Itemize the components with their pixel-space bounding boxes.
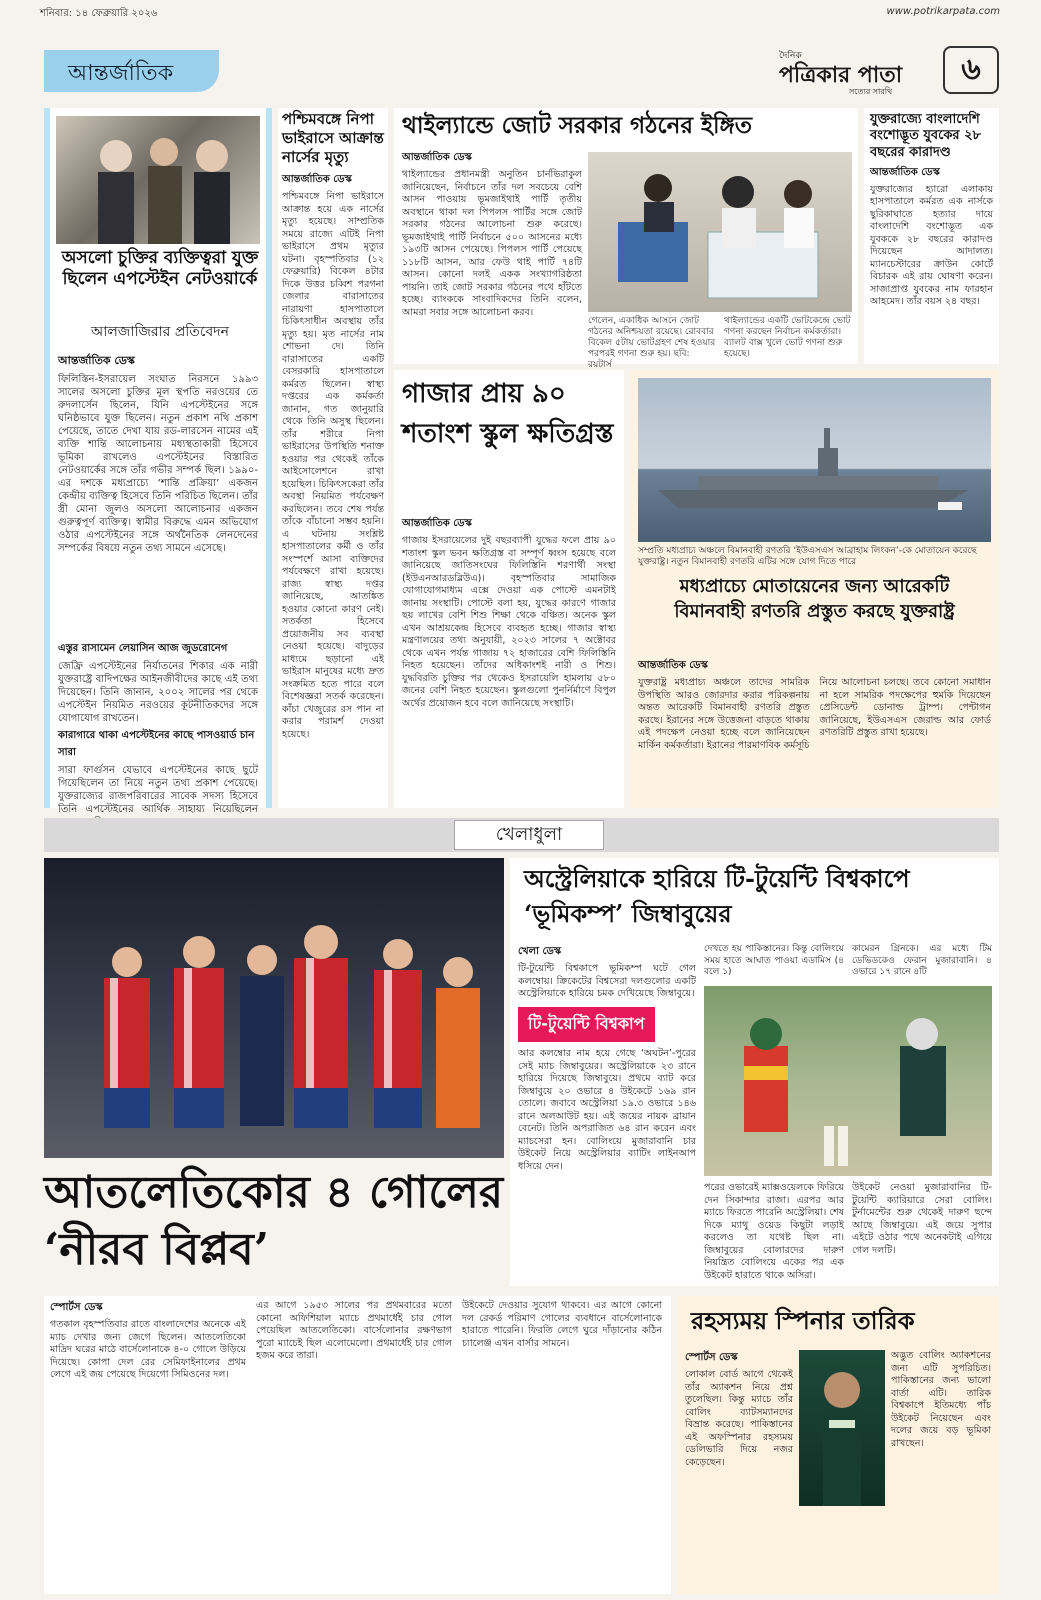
cricket-body: আর কলম্বোর নাম হয়ে গেছে ‘অঘটন’-পুরের সেই ম্যাচ জিম্বাবুয়ের। অস্ট্রেলিয়াকে ২৩ রানে হারিয়ে দিয়েছে জিম্বাবুয়ে। প্রথমে ব্যাট করে জিম্বাবুয়ে ২০ ওভারে ৪ উইকেটে ১৬৯ রান তোলে। জবাবে অস্ট্রেলিয়া ১৯.৩ ওভারে ১৪৬ রানে অলআউট হয়। এই জয়ের নায়ক ব্রায়ান বেনেট। তিনি অপরাজিত ৬৪ রান করেন এবং ম্যাচসেরা হন। বোলিংয়ে মুজারাবানি চার উইকেট নিয়ে অস্ট্রেলিয়ার ব্যাটিং লাইনআপ ধসিয়ে দেন। bbox=[518, 1048, 696, 1172]
nipah-byline: আন্তর্জাতিক ডেস্ক bbox=[282, 174, 352, 186]
thailand-caption-right: থাইল্যান্ডের একটি ভোটকেন্দ্রে ভোট গণনা করছেন নির্বাচন কর্মকর্তারা। ব্যালট বাক্স খুলে ভোট গণনা শুরু হয়েছে। bbox=[724, 316, 851, 359]
football-col-1 bbox=[50, 1300, 246, 1591]
cricket-intro: টি-টুয়েন্টি বিশ্বকাপে ভূমিকম্প ঘটে গেল কলম্বোয়। ক্রিকেটের বিশ্বসেরা দলগুলোর একটি অস্ট্রেলিয়াকে হারিয়ে চমক দেখিয়েছে জিম্বাবুয়ে। bbox=[518, 963, 696, 999]
carrier-caption: সম্প্রতি মধ্যপ্রাচ্য অঞ্চলে বিমানবাহী রণতরি ‘ইউএসএস আব্রাহাম লিংকন’-কে মোতায়েন করেছে যুক্তরাষ্ট্র। নতুন বিমানবাহী রণতরি এটির সঙ্গে যোগ দিতে পারে bbox=[638, 546, 977, 567]
brand-slogan: সত্যের সারথি bbox=[849, 87, 893, 96]
carrier-body: যুক্তরাষ্ট্র মধ্যপ্রাচ্য অঞ্চলে তাদের সামরিক উপস্থিতি আরও জোরদার করার পরিকল্পনায় অন্তত আরেকটি বিমানবাহী রণতরি প্রস্তুত করছে। ইরানের সঙ্গে উত্তেজনা বাড়তে থাকায় এই পদক্ষেপ নেওয়া হচ্ছে বলে জানিয়েছেন মার্কিন কর্মকর্তারা। ইরানের পারমাণবিক কর্মসূচি নিয়ে আলোচনা চলছে। তবে কোনো সমাধান না হলে সামরিক পদক্ষেপের হুমকি দিয়েছেন প্রেসিডেন্ট ডোনাল্ড ট্রাম্প। পেন্টাগন জানিয়েছে, ইউএসএস জেরাল্ড আর ফোর্ড রণতরিটি প্রস্তুত রাখা হয়েছে। bbox=[638, 677, 991, 751]
cricket-headline: অস্ট্রেলিয়াকে হারিয়ে টি-টুয়েন্টি বিশ্বকাপে ‘ভূমিকম্প’ জিম্বাবুয়ের bbox=[524, 864, 910, 928]
uk-headline: যুক্তরাজ্যে বাংলাদেশি বংশোদ্ভূত যুবকের ২৮ বছরের কারাদণ্ড bbox=[870, 112, 981, 160]
ballot-count-photo-icon bbox=[588, 152, 852, 312]
uk-sentence-article bbox=[864, 108, 999, 364]
tariq-article bbox=[677, 1296, 999, 1594]
football-body bbox=[44, 1296, 671, 1594]
carrier-text bbox=[638, 658, 991, 807]
page-header bbox=[44, 46, 999, 104]
cricket-top-text: দেখতে হয় পাকিস্তানের। কিন্তু বোলিংয়ে সময় হাতে আঘাত পাওয়া এডামিস (৪ বলে ১) bbox=[704, 944, 844, 977]
tariq-byline: স্পোর্টস ডেস্ক bbox=[685, 1352, 738, 1363]
players-celebrating-photo-icon bbox=[44, 858, 504, 1158]
tariq-headline: রহস্যময় স্পিনার তারিক bbox=[691, 1306, 915, 1335]
sports-band bbox=[44, 818, 999, 852]
oslo-body-2: জেফ্রি এপস্টেইনের নির্যাতনের শিকার এক নারী যুক্তরাষ্ট্রে বাদিপক্ষের আইনজীবীদের কাছে এই তথ্য দিয়েছেন। তিনি জানান, ২০০২ সালের পর থেকে এপস্টেইন নিয়মিত নরওয়ের কূটনীতিকদের সঙ্গে যোগাযোগ রাখতেন। bbox=[58, 661, 258, 724]
gaza-byline: আন্তর্জাতিক ডেস্ক bbox=[402, 518, 472, 529]
tariq-photo bbox=[799, 1350, 885, 1506]
oslo-subheadline: আলজাজিরার প্রতিবেদন bbox=[91, 324, 229, 340]
nipah-headline: পশ্চিমবঙ্গে নিপা ভাইরাসে আক্রান্ত নার্সের মৃত্যু bbox=[282, 110, 384, 166]
thailand-article bbox=[394, 108, 858, 370]
football-text-2: এর আগে ১৯৫৩ সালের পর প্রথমবারের মতো কোনো অফিশিয়াল ম্যাচে প্রথমার্ধেই চার গোল পেয়েছিল আতলেতিকো। বার্সেলোনার রক্ষণভাগ পুরো ম্যাচেই ছিল এলোমেলো। প্রথমার্ধেই চার গোল হজম করে তারা। bbox=[256, 1300, 452, 1361]
top-strip bbox=[40, 6, 1000, 20]
thailand-text bbox=[402, 150, 582, 319]
cricket-text-2: পরের ওভারেই ম্যাক্সওয়েলকে ফিরিয়ে দেন সিকান্দার রাজা। এরপর আর ম্যাচে ফিরতে পারেনি অস্ট্রেলিয়া। শেষ দিকে ম্যাথু ওয়েড কিছুটা লড়াই করলেও তা যথেষ্ট ছিল না। জিম্বাবুয়ের বোলারদের দারুণ নিয়ন্ত্রিত বোলিংয়ে একের পর এক উইকেট হারাতে থাকে অসিরা। bbox=[704, 1182, 844, 1281]
site-url[interactable]: www.potrikarpata.com bbox=[886, 6, 1000, 17]
oslo-subhead: এস্তুর রাসামেন লেয়াসিন আজ জুডরোনেগ bbox=[58, 643, 228, 654]
nipah-body: পশ্চিমবঙ্গে নিপা ভাইরাসে আক্রান্ত হয়ে এক নার্সের মৃত্যু হয়েছে। সাম্প্রতিক সময়ে রাজ্যে এটিই নিপা ভাইরাসে প্রথম মৃত্যুর ঘটনা। বৃহস্পতিবার (১২ ফেব্রুয়ারি) বিকেল ৪টার দিকে উত্তর চব্বিশ পরগনা জেলার বারাসাতের নারায়ণা হাসপাতালে চিকিৎসাধীন অবস্থায় তাঁর মৃত্যু হয়। মৃত নার্সের নাম শোভনা দে। তিনি বারাসাতের একটি বেসরকারি হাসপাতালে কর্মরত ছিলেন। স্বাস্থ্য দপ্তরের এক কর্মকর্তা জানান, গত জানুয়ারি থেকে তিনি অসুস্থ ছিলেন। তাঁর শরীরে নিপা ভাইরাসের উপস্থিতি শনাক্ত হওয়ার পর থেকেই তাঁকে আইসোলেশনে রাখা হয়েছিল। চিকিৎসকেরা তাঁর অবস্থা নিয়মিত পর্যবেক্ষণ করছিলেন। তবে শেষ পর্যন্ত তাঁকে বাঁচানো সম্ভব হয়নি। এ ঘটনায় সংশ্লিষ্ট হাসপাতালের কর্মী ও তাঁর সংস্পর্শে আসা ব্যক্তিদের পর্যবেক্ষণে রাখা হয়েছে। রাজ্য স্বাস্থ্য দপ্তর জানিয়েছে, আতঙ্কিত হওয়ার কোনো কারণ নেই। সতর্কতা হিসেবে প্রয়োজনীয় সব ব্যবস্থা নেওয়া হয়েছে। বাদুড়ের মাধ্যমে ছড়ানো এই ভাইরাস মানুষের মধ্যে দ্রুত সংক্রমিত হতে পারে বলে বিশেষজ্ঞরা সতর্ক করেছেন। কাঁচা খেজুরের রস পান না করার পরামর্শ দেওয়া হয়েছে। bbox=[282, 191, 384, 740]
gaza-body: গাজায় ইসরায়েলের দুই বছরব্যাপী যুদ্ধের ফলে প্রায় ৯০ শতাংশ স্কুল ভবন ক্ষতিগ্রস্ত বা সম্পূর্ণ ধ্বংস হয়েছে বলে জানিয়েছে জাতিসংঘের ফিলিস্তিনি শরণার্থী সংস্থা (ইউএনআরডব্লিউএ)। বৃহস্পতিবার সামাজিক যোগাযোগমাধ্যম এক্সে দেওয়া এক পোস্টে এমনটাই জানায় সংস্থাটি। পোস্টে বলা হয়, যুদ্ধের কারণে গাজার ছয় লাখের বেশি শিশু শিক্ষা থেকে বঞ্চিত। অনেক স্কুল এখন আশ্রয়কেন্দ্র হিসেবে ব্যবহৃত হচ্ছে। গাজার স্বাস্থ্য মন্ত্রণালয়ের তথ্য অনুযায়ী, ২০২৩ সালের ৭ অক্টোবর থেকে এখন পর্যন্ত গাজায় ৭২ হাজারের বেশি ফিলিস্তিনি নিহত হয়েছেন। তাঁদের অধিকাংশই নারী ও শিশু। যুদ্ধবিরতি চুক্তির পর থেকেও ইসরায়েলি হামলায় ৫৮০ জনের বেশি নিহত হয়েছেন। স্কুলগুলো পুনর্নির্মাণে বিপুল অর্থের প্রয়োজন হবে বলে জানিয়েছে সংস্থাটি। bbox=[402, 535, 616, 709]
handshake-photo-icon bbox=[56, 116, 260, 244]
spinner-portrait-photo-icon bbox=[799, 1350, 885, 1506]
cricket-byline: খেলা ডেস্ক bbox=[518, 946, 562, 957]
football-text-3: উইকেটে দেওয়ার সুযোগ থাকবে। এর আগে কোনো দল রেকর্ড পরিমাণ গোলের ব্যবধানে বার্সেলোনাকে হারাতে পারেনি। ফিরতি লেগে ঘুরে দাঁড়ানোর কঠিন চ্যালেঞ্জ এখন বার্সার সামনে। bbox=[462, 1300, 662, 1349]
nipah-article bbox=[278, 108, 388, 808]
page-number: ৬ bbox=[943, 46, 999, 94]
tariq-text-2: অদ্ভুত বোলিং অ্যাকশনের জন্য এটি সুপরিচিত। পাকিস্তানের জন্য ভালো বার্তা এটি। তারিক বিশ্বকাপে ইতিমধ্যে পাঁচ উইকেট নিয়েছেন এবং দলের জয়ে বড় ভূমিকা রাখছেন। bbox=[891, 1350, 991, 1449]
thailand-body: থাইল্যান্ডের প্রধানমন্ত্রী অনুতিন চার্নভিরাকুল জানিয়েছেন, নির্বাচনে তাঁর দল সবচেয়ে বেশি আসন পাওয়ায় ভূমজাইথাই পার্টি তৃতীয় অবস্থানে থাকা দল পিপলস পার্টির সঙ্গে জোট সরকার গঠনের আলোচনা শুরু করেছে। ভূমজাইথাই পার্টি নির্বাচনে ৫০০ আসনের মধ্যে ১৯৩টি আসন পেয়েছে। পিপলস পার্টি পেয়েছে ১১৮টি আসন, আর ফেউ থাই পার্টি ৭৪টি আসন। কোনো দলই একক সংখ্যাগরিষ্ঠতা পায়নি। তাই জোট সরকার গঠনের পথে হাঁটতে হচ্ছে। ব্যাংককে সাংবাদিকদের তিনি বলেন, আমরা সবার সঙ্গে আলোচনা করব। bbox=[402, 169, 582, 318]
carrier-photo bbox=[638, 378, 991, 542]
issue-date: শনিবার: ১৪ ফেব্রুয়ারি ২০২৬ bbox=[40, 8, 158, 19]
oslo-text bbox=[58, 352, 258, 830]
oslo-photo bbox=[56, 116, 260, 244]
cricket-col-1 bbox=[518, 944, 696, 1308]
cricket-photo bbox=[704, 986, 992, 1176]
football-photo bbox=[44, 858, 504, 1158]
football-byline: স্পোর্টস ডেস্ক bbox=[50, 1302, 103, 1313]
tariq-col-1 bbox=[685, 1350, 793, 1591]
football-headline: আতলেতিকোর ৪ গোলের ‘নীরব বিপ্লব’ bbox=[44, 1167, 504, 1276]
section-tab[interactable]: আন্তর্জাতিক bbox=[44, 50, 219, 92]
tariq-body: লোকাল বোর্ড আগে থেকেই তাঁর অ্যাকশন নিয়ে প্রশ্ন তুলেছিল। কিন্তু ম্যাচে তাঁর বোলিং ব্যাটসম্যানদের বিভ্রান্ত করেছে। পাকিস্তানের এই অফস্পিনার রহস্যময় ডেলিভারি দিয়ে নজর কেড়েছেন। bbox=[685, 1369, 793, 1468]
brand-sub: দৈনিক bbox=[779, 51, 802, 61]
aircraft-carrier-photo-icon bbox=[638, 378, 991, 542]
football-text-1: গতকাল বৃহস্পতিবার রাতে বাংলাদেশের অনেকে এই ম্যাচ দেখার জন্য জেগে ছিলেন। আতলেতিকো মাদ্রিদ ঘরের মাঠে বার্সেলোনাকে ৪-০ গোলে উড়িয়ে দিয়েছে। কোপা দেল রের সেমিফাইনালের প্রথম লেগে এই জয় পেয়েছে দিয়েগো সিমিওনের দল। bbox=[50, 1319, 246, 1380]
sports-section-label[interactable]: খেলাধুলা bbox=[454, 820, 604, 850]
gaza-article bbox=[394, 370, 624, 808]
oslo-byline: আন্তর্জাতিক ডেস্ক bbox=[58, 354, 135, 367]
oslo-body-3: সারা ফার্গুসন যেভাবে এপস্টেইনের কাছে ছুটে গিয়েছিলেন তা নিয়ে নতুন তথ্য প্রকাশ পেয়েছে। যুক্তরাজ্যের রাজপরিবারের সাবেক সদস্য হিসেবে তিনি এপস্টেইনের আর্থিক সাহায্য নিয়েছিলেন bbox=[58, 765, 258, 815]
batsman-keeper-photo-icon bbox=[704, 986, 992, 1176]
brand-logo bbox=[779, 51, 939, 96]
thailand-photo bbox=[588, 152, 852, 312]
gaza-headline: গাজার প্রায় ৯০ শতাংশ স্কুল ক্ষতিগ্রস্ত bbox=[402, 379, 614, 450]
cricket-article bbox=[510, 858, 999, 1286]
carrier-article bbox=[630, 370, 999, 808]
oslo-body: ফিলিস্তিন-ইসরায়েল সংঘাত নিরসনে ১৯৯৩ সালের অসলো চুক্তির মূল স্থপতি নরওয়ের তে রুদলার্সেন ছিলেন, যিনি এপস্টেইনের সঙ্গে ঘনিষ্ঠভাবে যুক্ত ছিলেন। নতুন প্রকাশ নথি প্রকাশ পেয়েছে, তাতে দেখা যায় রড-লারসেন নামের এই ব্যক্তি শান্তি আলোচনায় মধ্যস্থতাকারী হিসেবে ভূমিকা রাখলেও এপস্টেইনের বিস্তারিত নেটওয়ার্কের সঙ্গে তাঁর গভীর সম্পর্ক ছিল। ১৯৯০-এর দশকে মধ্যপ্রাচ্যে ‘শান্তি প্রক্রিয়া’ একজন কেন্দ্রীয় ব্যক্তিত্ব হিসেবে তিনি পরিচিত ছিলেন। তাঁর স্ত্রী মোনা জুলও অসলো আলোচনার একজন গুরুত্বপূর্ণ ব্যক্তিত্ব। স্বামীর বিরুদ্ধে এমন অভিযোগ ওঠার এপস্টেইনের সঙ্গে অর্থনৈতিক লেনদেনের সম্পর্কের বিষয়ে নতুন তথ্য সামনে এসেছে। bbox=[58, 374, 258, 554]
brand-name: পত্রিকার পাতা bbox=[779, 62, 903, 88]
oslo-article bbox=[44, 108, 272, 815]
uk-body: যুক্তরাজ্যের হ্যারো এলাকায় হাসপাতালে কর্মরত এক নার্সকে ছুরিকাঘাতে হত্যার দায়ে বাংলাদেশি বংশোদ্ভূত এক যুবককে ২৮ বছরের কারাদণ্ড দিয়েছেন আদালত। ম্যানচেস্টারের ক্রাউন কোর্টে বিচারক এই রায় ঘোষণা করেন। সাজাপ্রাপ্ত যুবকের নাম ফারহান আহমেদ। তাঁর বয়স ২৪ বছর। bbox=[870, 183, 993, 308]
carrier-byline: আন্তর্জাতিক ডেস্ক bbox=[638, 660, 708, 671]
cricket-top-text-2: কামেরন গ্রিনকে। এর মধ্যে টিম ডেভিডকেও ফেরান মুজারাবানি। ৪ ওভারে ১৭ রানে ৪টি bbox=[852, 944, 992, 977]
oslo-headline: অসলো চুক্তির ব্যক্তিত্বরা যুক্ত ছিলেন এপস্টেইন নেটওয়ার্কে bbox=[61, 248, 259, 290]
thailand-caption-left: গেলেন, একাধিক আসনে জোট গঠনের অনিশ্চয়তা রয়েছে। রোববার বিকেল ৫টায় ভোটগ্রহণ শেষ হওয়ার পরপরই গণনা শুরু হয়। ছবি: রয়টার্স bbox=[588, 316, 716, 370]
cricket-text-3: উইকেট নেওয়া মুজারাবানির টি-টুয়েন্টি ক্যারিয়ারে সেরা বোলিং। টুর্নামেন্টের শুরু থেকেই দারুণ ছন্দে আছে জিম্বাবুয়ে। এই জয়ে সুপার এইটে ওঠার পথে অনেকটাই এগিয়ে গেল দলটি। bbox=[852, 1182, 992, 1256]
oslo-subhead-2: কারাগারে থাকা এপস্টেইনের কাছে পাসওয়ার্ড চান সারা bbox=[58, 730, 255, 758]
cricket-tag[interactable]: টি-টুয়েন্টি বিশ্বকাপ bbox=[518, 1007, 655, 1042]
carrier-headline: মধ্যপ্রাচ্যে মোতায়েনের জন্য আরেকটি বিমানবাহী রণতরি প্রস্তুত করছে যুক্তরাষ্ট্র bbox=[674, 576, 955, 623]
thailand-headline: থাইল্যান্ডে জোট সরকার গঠনের ইঙ্গিত bbox=[402, 112, 753, 139]
thailand-byline: আন্তর্জাতিক ডেস্ক bbox=[402, 152, 472, 163]
uk-byline: আন্তর্জাতিক ডেস্ক bbox=[870, 166, 940, 178]
